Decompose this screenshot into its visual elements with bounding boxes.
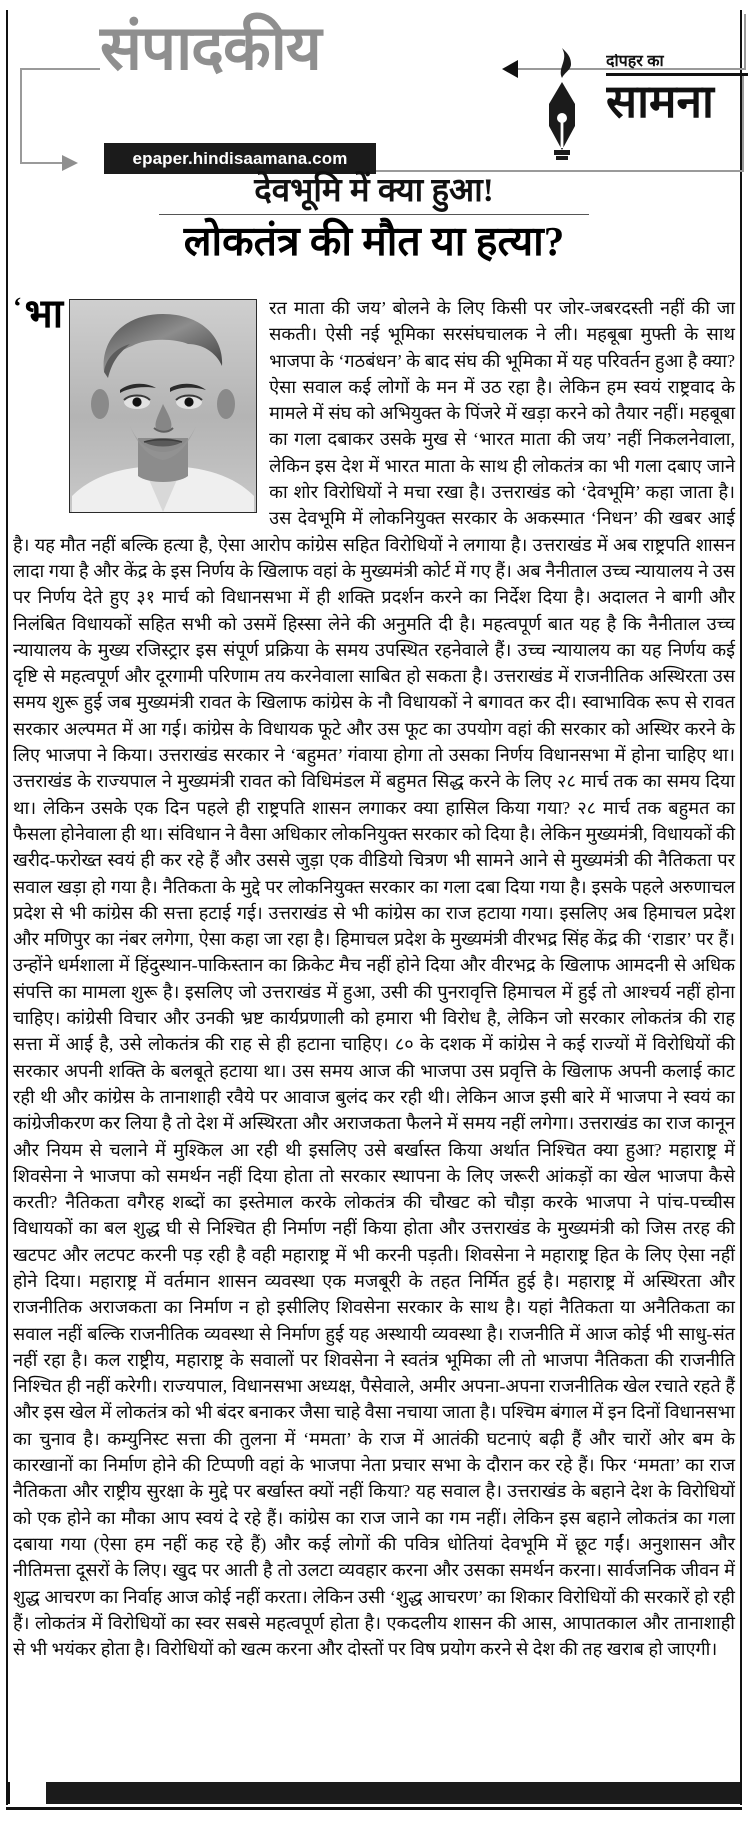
drop-cap: भा bbox=[24, 292, 64, 336]
arrow-right-icon bbox=[62, 155, 78, 171]
fountain-pen-nib-icon bbox=[545, 46, 579, 162]
masthead bbox=[8, 12, 740, 168]
headline-kicker: देवभूमि में क्या हुआ! bbox=[254, 173, 494, 209]
article-paragraph: रत माता की जय’ बोलने के लिए किसी पर जोर-जबरदस्ती नहीं की जा सकती। ऐसी नई भूमिका सरसंघचालक ने ली। महबूबा मुफ्ती के साथ भाजपा के ‘गठबंधन’ के बाद संघ की भूमिका में यह परिवर्तन हुआ है क्या? ऐसा सवाल कई लोगों के मन में उठ रहा है। लेकिन हम स्वयं राष्ट्रवाद के मामले में संघ को अभियुक्त के पिंजरे में खड़ा करने को तैयार नहीं। महबूबा का गला दबाकर उसके मुख से ‘भारत माता की जय’ नहीं निकलनेवाला, लेकिन इस देश में भारत माता के साथ ही लोकतंत्र का भी गला दबाए जाने का शोर विरोधियों ने मचा रखा है। उत्तराखंड को ‘देवभूमि’ कहा जाता है। उस देवभूमि में लोकनियुक्त सरकार के अकस्मात ‘निधन’ की खबर आई है। यह मौत नहीं बल्कि हत्या है, ऐसा आरोप कांग्रेस सहित विरोधियों ने लगाया है। उत्तराखंड में अब राष्ट्रपति शासन लादा गया है और केंद्र के इस निर्णय के खिलाफ वहां के मुख्यमंत्री कोर्ट में गए हैं। अब नैनीताल उच्च न्यायालय ने उस पर निर्णय देते हुए ३१ मार्च को विधानसभा में ही शक्ति प्रदर्शन करने का निर्देश दिया है। अदालत ने बागी और निलंबित विधायकों सहित सभी को उसमें हिस्सा लेने की अनुमति दी है। महत्वपूर्ण बात यह है कि नैनीताल उच्च न्यायालय के मुख्य रजिस्ट्रार इस संपूर्ण प्रक्रिया के समय उपस्थित रहनेवाले हैं। उच्च न्यायालय का यह निर्णय कई दृष्टि से महत्वपूर्ण और दूरगामी परिणाम तय करनेवाला साबित हो सकता है। उत्तराखंड में राजनीतिक अस्थिरता उस समय शुरू हुई जब मुख्यमंत्री रावत के खिलाफ कांग्रेस के नौ विधायकों ने बगावत कर दी। स्वाभाविक रूप से रावत सरकार अल्पमत में आ गई। कांग्रेस के विधायक फूटे और उस फूट का उपयोग वहां की सरकार को अस्थिर करने के लिए भाजपा ने किया। उत्तराखंड सरकार ने ‘बहुमत’ गंवाया होगा तो उसका निर्णय विधानसभा में होना चाहिए था। उत्तराखंड के राज्यपाल ने मुख्यमंत्री रावत को विधिमंडल में बहुमत सिद्ध करने के लिए २८ मार्च तक का समय दिया था। लेकिन उसके एक दिन पहले ही राष्ट्रपति शासन लगाकर क्या हासिल किया गया? २८ मार्च तक बहुमत का फैसला होनेवाला ही था। संविधान ने वैसा अधिकार लोकनियुक्त सरकार को दिया है। लेकिन मुख्यमंत्री, विधायकों की खरीद-फरोख्त स्वयं ही कर रहे हैं और उससे जुड़ा एक वीडियो चित्रण भी सामने आने से मुख्यमंत्री की नैतिकता पर सवाल खड़ा हो गया है। नैतिकता के मुद्दे पर लोकनियुक्त सरकार का गला दबा दिया गया है। इसके पहले अरुणाचल प्रदेश से भी कांग्रेस की सत्ता हटाई गई। उत्तराखंड से भी कांग्रेस का राज हटाया गया। इसलिए अब हिमाचल प्रदेश और मणिपुर का नंबर लगेगा, ऐसा कहा जा रहा है। हिमाचल प्रदेश के मुख्यमंत्री वीरभद्र सिंह केंद्र की ‘राडार’ पर हैं। उन्होंने धर्मशाला में हिंदुस्थान-पाकिस्तान का क्रिकेट मैच नहीं होने दिया और वीरभद्र के खिलाफ आमदनी से अधिक संपत्ति का मामला शुरू है। इसलिए जो उत्तराखंड में हुआ, उसी की पुनरावृत्ति हिमाचल में हुई तो आश्चर्य नहीं होना चाहिए। कांग्रेसी विचार और उनकी भ्रष्ट कार्यप्रणाली को हमारा भी विरोध है, लेकिन जो सरकार लोकतंत्र की राह सत्ता में आई है, उसे लोकतंत्र की राह से ही हटाना चाहिए। ८० के दशक में कांग्रेस ने कई राज्यों में विरोधियों की सरकार अपनी शक्ति के बलबूते हटाया था। उस समय आज की भाजपा उस प्रवृत्ति के खिलाफ अपनी कलाई काट रही थी और कांग्रेस के तानाशाही रवैये पर आवाज बुलंद कर रही थी। लेकिन आज इसी बारे में भाजपा ने स्वयं का कांग्रेजीकरण कर लिया है तो देश में अस्थिरता और अराजकता फैलने में समय नहीं लगेगा। उत्तराखंड का राज कानून और नियम से चलाने में मुश्किल आ रही थी इसलिए उसे बर्खास्त किया अर्थात निश्चित क्या हुआ? महाराष्ट्र में शिवसेना ने भाजपा को समर्थन नहीं दिया होता तो सरकार स्थापना के लिए जरूरी आंकड़ों का खेल भाजपा कैसे करती? नैतिकता वगैरह शब्दों का इस्तेमाल करके लोकतंत्र की चौखट को चौड़ा करके भाजपा ने पांच-पच्चीस विधायकों का बल शुद्ध घी से निश्चित ही निर्माण नहीं किया होता और उत्तराखंड के मुख्यमंत्री को जिस तरह की खटपट और लटपट करनी पड़ रही है वही महाराष्ट्र में भी करनी पड़ती। शिवसेना ने महाराष्ट्र हित के लिए ऐसा नहीं होने दिया। महाराष्ट्र में वर्तमान शासन व्यवस्था एक मजबूरी के तहत निर्मित हुई है। महाराष्ट्र में अस्थिरता और राजनीतिक अराजकता का निर्माण न हो इसीलिए शिवसेना सरकार के साथ है। यहां नैतिकता या अनैतिकता का सवाल नहीं बल्कि राजनीतिक व्यवस्था से निर्माण हुई यह अस्थायी व्यवस्था है। राजनीति में आज कोई भी साधु-संत नहीं रहा है। कल राष्ट्रीय, महाराष्ट्र के सवालों पर शिवसेना ने स्वतंत्र भूमिका ली तो भाजपा नैतिकता की राजनीति निश्चित ही नहीं करेगी। राज्यपाल, विधानसभा अध्यक्ष, पैसेवाले, अमीर अपना-अपना राजनीतिक खेल रचाते रहते हैं और इस खेल में लोकतंत्र को भी बंदर बनाकर जैसा चाहे वैसा नचाया जाता है। पश्चिम बंगाल में इन दिनों विधानसभा का चुनाव है। कम्युनिस्ट सत्ता की तुलना में ‘ममता’ के राज में आतंकी घटनाएं बढ़ी हैं और चारों ओर बम के कारखानों का निर्माण होने की टिप्पणी वहां के भाजपा नेता प्रचार सभा के दौरान कर रहे हैं। फिर ‘ममता’ का राज नैतिकता और राष्ट्रीय सुरक्षा के मुद्दे पर बर्खास्त क्यों नहीं किया? यह सवाल है। उत्तराखंड के बहाने देश के विरोधियों को एक होने का मौका आप स्वयं दे रहे हैं। कांग्रेस का राज जाने का गम नहीं। लेकिन इस बहाने लोकतंत्र का गला दबाया गया (ऐसा हम नहीं कह रहे हैं) और कई लोगों की पवित्र धोतियां देवभूमि में छूट गईं। अनुशासन और नीतिमत्ता दूसरों के लिए। खुद पर आती है तो उलटा व्यवहार करना और उसका समर्थन करना। सार्वजनिक जीवन में शुद्ध आचरण का निर्वाह आज कोई नहीं करता। लेकिन उसी ‘शुद्ध आचरण’ का शिकार विरोधियों की सरकारें हो रही हैं। लोकतंत्र में विरोधियों का स्वर सबसे महत्वपूर्ण होता है। एकदलीय शासन की आस, आपातकाल और तानाशाही से भी भयंकर होता है। विरोधियों को खत्म करना और दोस्तों पर विष प्रयोग करने से देश की तह खराब हो जाएगी। bbox=[13, 298, 735, 1660]
epaper-url-badge[interactable] bbox=[104, 143, 376, 174]
arrow-left-icon bbox=[502, 60, 518, 78]
page-title: लोकतंत्र की मौत या हत्या? bbox=[183, 217, 565, 264]
opening-quote-mark: ‘ bbox=[13, 292, 22, 321]
masthead-rule-left-top bbox=[20, 68, 100, 70]
newspaper-brand bbox=[606, 54, 748, 125]
footer-bar-white bbox=[8, 1782, 48, 1804]
headline-block bbox=[8, 172, 740, 265]
epaper-url-text: epaper.hindisaamana.com bbox=[132, 149, 348, 168]
portrait-photo bbox=[69, 299, 257, 513]
page-border-right bbox=[740, 10, 742, 1805]
headline-divider bbox=[159, 214, 589, 215]
brand-name: सामना bbox=[606, 73, 748, 125]
portrait-photo-graphic bbox=[70, 300, 256, 512]
section-title-sampadakiya: संपादकीय bbox=[100, 14, 321, 83]
page-border-bottom bbox=[6, 1807, 742, 1810]
brand-kicker: दोपहर का bbox=[606, 54, 664, 70]
masthead-rule-left-vertical bbox=[20, 68, 22, 164]
article-body bbox=[13, 292, 735, 1662]
masthead-rule-left-bottom bbox=[20, 162, 64, 164]
page-border-left bbox=[6, 10, 8, 1805]
footer-bar-black bbox=[46, 1782, 740, 1804]
